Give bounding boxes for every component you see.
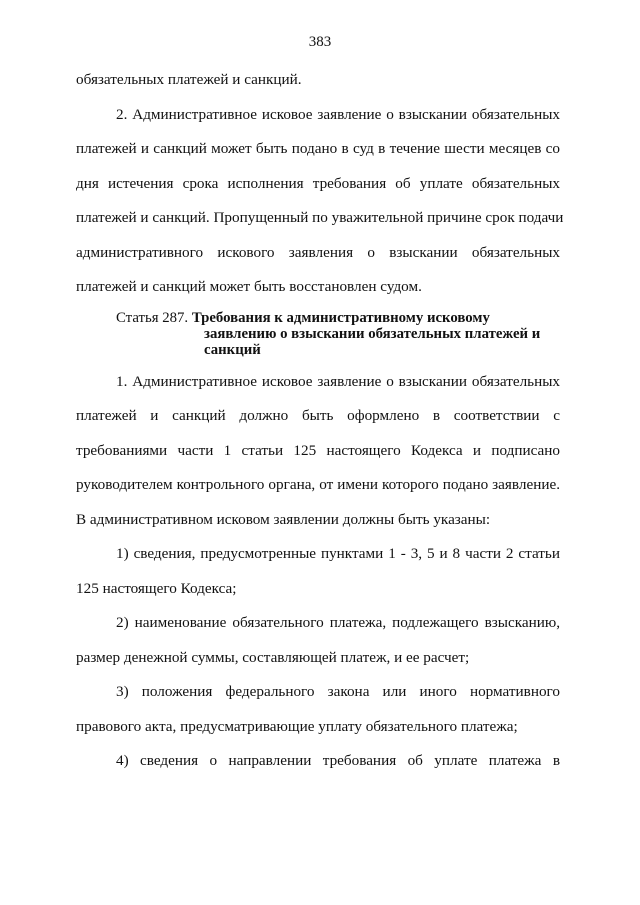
text-line: дня истечения срока исполнения требования об уплате обязательных [76, 174, 560, 192]
article-number: Статья 287. [116, 309, 189, 326]
text-line: платежей и санкций. Пропущенный по уважительной причине срок подачи [76, 209, 564, 226]
text-line: требованиями части 1 статьи 125 настоящего Кодекса и подписано [76, 441, 560, 459]
page-number: 383 [308, 34, 332, 50]
list-item-first-line: 1) сведения, предусмотренные пунктами 1 - 3, 5 и 8 части 2 статьи [116, 545, 560, 562]
text-line: руководителем контрольного органа, от имени которого подано заявление. [76, 476, 560, 493]
article-title-line: Требования к административному исковому [191, 309, 490, 326]
list-item-first-line: 2) наименование обязательного платежа, подлежащего взысканию, [116, 614, 560, 631]
paragraph-first-line: 1. Административное исковое заявление о взыскании обязательных [116, 372, 560, 390]
list-item-first-line: 3) положения федерального закона или иного нормативного [116, 683, 560, 700]
text-line: В административном исковом заявлении должны быть указаны: [76, 510, 491, 528]
text-line: правового акта, предусматривающие уплату обязательного платежа; [76, 717, 518, 735]
text-line: 125 настоящего Кодекса; [76, 579, 237, 597]
paragraph-first-line: 2. Административное исковое заявление о взыскании обязательных [116, 105, 560, 123]
text-line: платежей и санкций может быть подано в суд в течение шести месяцев со [76, 140, 560, 157]
document-body [76, 70, 564, 786]
article-heading [76, 310, 560, 358]
text-line: платежей и санкций должно быть оформлено в соответствии с [76, 407, 560, 424]
text-line: размер денежной суммы, составляющей платеж, и ее расчет; [76, 648, 470, 666]
list-item-first-line: 4) сведения о направлении требования об уплате платежа в [116, 752, 560, 769]
article-title-line: санкций [204, 341, 261, 358]
text-line: обязательных платежей и санкций. [76, 71, 302, 88]
article-title-line: заявлению о взыскании обязательных платежей и [204, 325, 541, 342]
text-line: административного искового заявления о взыскании обязательных [76, 243, 560, 261]
text-line: платежей и санкций может быть восстановлен судом. [76, 278, 422, 295]
